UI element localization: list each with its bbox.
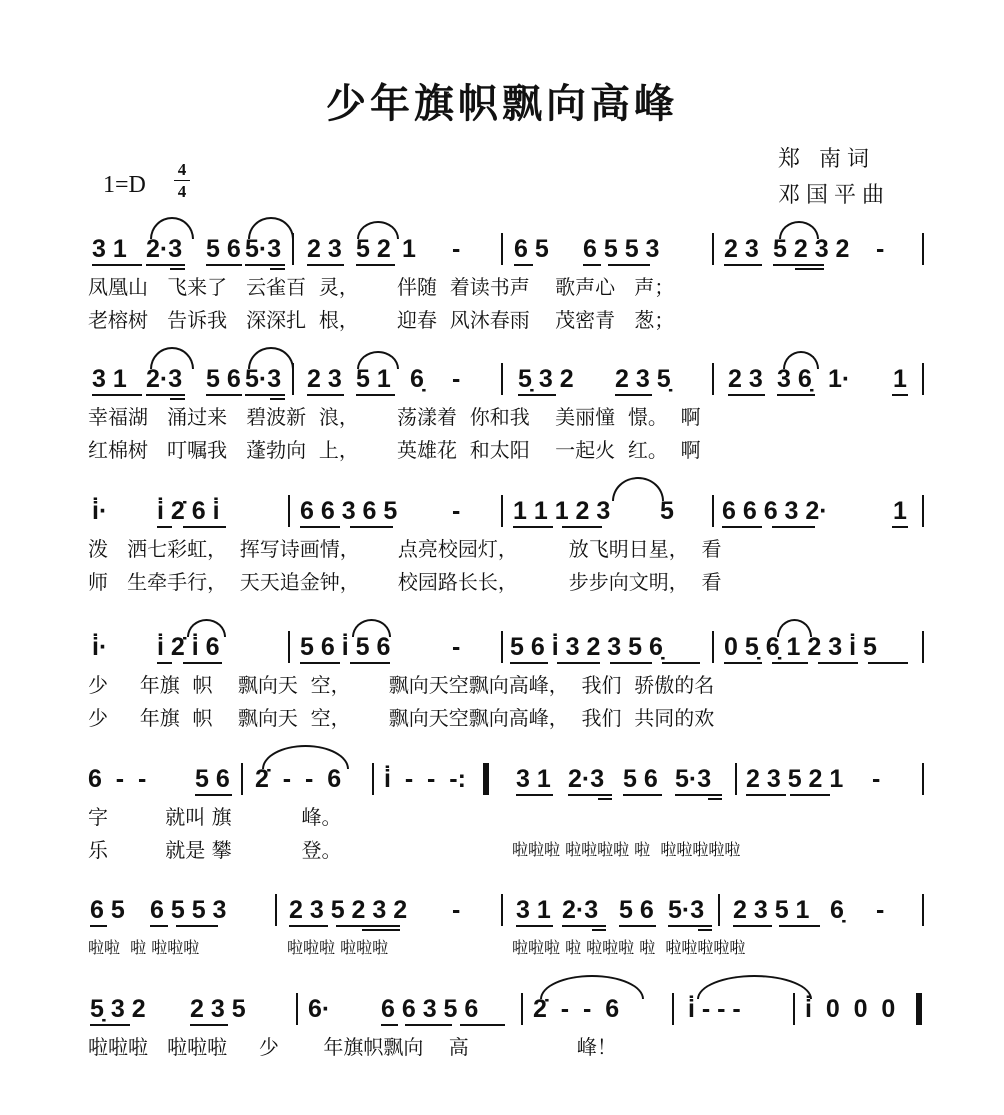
note-group: 6 - -: [88, 765, 147, 793]
beam-underline: [460, 1024, 505, 1026]
barline: [922, 363, 924, 395]
barline: [296, 993, 298, 1025]
note-group: 5 2 3 2: [773, 235, 850, 263]
barline: [241, 763, 243, 795]
lyric-line-2: 师 生牵手行， 天天追金钟， 校园路长长， 步步向文明， 看: [88, 570, 722, 594]
lyric-line-2: 红棉树 叮嘱我 蓬勃向 上， 英雄花 和太阳 一起火 红。 啊: [88, 438, 701, 462]
beam-underline: [698, 929, 712, 931]
note-group: 2·3: [146, 235, 183, 263]
beam-underline: [90, 1024, 130, 1026]
beam-underline: [592, 929, 606, 931]
note-group: 2 3: [307, 235, 342, 263]
slur-tie: [352, 619, 391, 637]
beam-underline: [206, 264, 242, 266]
beam-underline: [195, 794, 232, 796]
note-group: 1 1 1 2 3: [513, 497, 611, 525]
beam-underline: [675, 794, 722, 796]
note-group: 3 6̣: [777, 365, 812, 393]
note-group: 6·: [308, 995, 331, 1023]
barline: [672, 993, 674, 1025]
beam-underline: [206, 394, 242, 396]
beam-underline: [772, 526, 815, 528]
note-group: 3 1: [516, 896, 551, 924]
note-group: i̇ - - -: [688, 995, 741, 1023]
barline: [922, 233, 924, 265]
barline: [501, 363, 503, 395]
lyric-line-1: 字 就叫 旗 峰。: [88, 805, 342, 829]
note-group: 1·: [828, 365, 851, 393]
barline: [922, 495, 924, 527]
note-group: 6 6 3 6 5: [300, 497, 398, 525]
beam-underline: [746, 794, 786, 796]
beam-underline: [892, 394, 908, 396]
time-signature: [174, 160, 190, 201]
beam-underline: [557, 662, 600, 664]
beam-underline: [92, 394, 142, 396]
lyric-line-1: 凤凰山 飞来了 云雀百 灵， 伴随 着读书声 歌声心 声；: [88, 275, 675, 299]
slur-tie: [357, 221, 399, 239]
note-group: 5·3: [675, 765, 712, 793]
note-group: 6 5 5 3: [583, 235, 660, 263]
note-group: 5 6: [619, 896, 654, 924]
note-group: -: [452, 896, 461, 924]
note-group: 6 6 6 3 2·: [722, 497, 828, 525]
beam-underline: [790, 794, 830, 796]
note-group: 5 6: [623, 765, 658, 793]
beam-underline: [245, 394, 285, 396]
barline: [501, 631, 503, 663]
barline: [712, 631, 714, 663]
beam-underline: [176, 925, 218, 927]
barline: [922, 763, 924, 795]
beam-underline: [405, 1024, 452, 1026]
note-group: 2·3: [562, 896, 599, 924]
beam-underline: [668, 925, 712, 927]
beam-underline: [170, 268, 185, 270]
beam-underline: [381, 1024, 398, 1026]
beam-underline: [350, 526, 393, 528]
beam-underline: [516, 794, 553, 796]
note-group: 2̇ - - 6: [255, 765, 342, 793]
composer-credit: 邓国平曲: [778, 183, 891, 208]
note-group: 1: [893, 497, 907, 525]
barline: [712, 495, 714, 527]
note-group: 2̇ - - 6: [533, 995, 620, 1023]
note-group: i̇ 2̇ i̇ 6: [157, 633, 220, 661]
slur-tie: [248, 217, 294, 239]
beam-underline: [892, 526, 908, 528]
note-group: i̇·: [92, 633, 108, 661]
beam-underline: [300, 526, 340, 528]
lala-lyric: 啦啦啦 啦啦啦啦 啦 啦啦啦啦啦: [512, 840, 741, 859]
beam-underline: [568, 794, 612, 796]
beam-underline: [170, 398, 185, 400]
beam-underline: [356, 264, 395, 266]
beam-underline: [662, 662, 700, 664]
note-group: 2·3: [146, 365, 183, 393]
note-group: i̇ 2̇ 6 i̇: [157, 497, 220, 525]
beam-underline: [362, 929, 400, 931]
beam-underline: [150, 925, 168, 927]
note-group: 5 6 i̇ 5 6: [300, 633, 391, 661]
double-barline: [483, 763, 489, 795]
barline: [922, 894, 924, 926]
note-group: 1: [402, 235, 416, 263]
note-group: i̇ - - -:: [384, 765, 466, 793]
note-group: 6̣: [830, 896, 844, 924]
barline: [521, 993, 523, 1025]
key-signature: 1=D: [103, 172, 146, 198]
note-group: 0 5̣ 6̣ 1 2 3 i̇ 5: [724, 633, 877, 661]
note-group: 6 5: [90, 896, 125, 924]
barline: [288, 495, 290, 527]
lyric-line-1: 泼 洒七彩虹， 挥写诗画情， 点亮校园灯， 放飞明日星， 看: [88, 537, 722, 561]
beam-underline: [777, 394, 815, 396]
barline: [288, 631, 290, 663]
lyric-line-2: 少 年旗 帜 飘向天 空， 飘向天空飘向高峰， 我们 共同的欢: [88, 706, 715, 730]
note-group: 2 3 5 2 1: [746, 765, 844, 793]
beam-underline: [245, 264, 285, 266]
note-group: -: [872, 765, 881, 793]
barline: [501, 894, 503, 926]
score-system: [0, 765, 1004, 885]
beam-underline: [708, 798, 722, 800]
beam-underline: [583, 264, 601, 266]
note-group: 3 1: [92, 235, 127, 263]
score-system: [0, 235, 1004, 355]
slur-tie: [150, 217, 194, 239]
beam-underline: [728, 394, 765, 396]
beam-underline: [724, 264, 762, 266]
lyric-line-1: 少 年旗 帜 飘向天 空， 飘向天空飘向高峰， 我们 骄傲的名: [88, 673, 715, 697]
note-group: -: [452, 633, 461, 661]
beam-underline: [307, 264, 344, 266]
lyric-line-2: 老榕树 告诉我 深深扎 根， 迎春 风沐春雨 茂密青 葱；: [88, 308, 675, 332]
beam-underline: [92, 264, 142, 266]
note-group: -: [876, 235, 885, 263]
note-group: 5 6: [206, 235, 241, 263]
beam-underline: [183, 662, 222, 664]
note-group: -: [876, 896, 885, 924]
note-group: -: [452, 235, 461, 263]
time-signature-top: 4: [177, 160, 187, 179]
beam-underline: [270, 268, 285, 270]
lyric-line-1: 啦啦啦 啦啦啦 少 年旗帜飘向 高 峰！: [88, 1035, 617, 1059]
note-group: 5 2: [356, 235, 391, 263]
beam-underline: [183, 526, 226, 528]
lyric-line-1: 幸福湖 涌过来 碧波新 浪， 荡漾着 你和我 美丽憧 憬。 啊: [88, 405, 701, 429]
note-group: 2·3: [568, 765, 605, 793]
beam-underline: [90, 925, 107, 927]
barline: [372, 763, 374, 795]
barline: [922, 631, 924, 663]
beam-underline: [510, 662, 548, 664]
double-barline: [916, 993, 922, 1025]
barline: [712, 233, 714, 265]
beam-underline: [190, 1024, 228, 1026]
note-group: 2 3 5 1: [733, 896, 810, 924]
barline: [501, 495, 503, 527]
beam-underline: [818, 662, 858, 664]
note-group: 2 3 5: [190, 995, 246, 1023]
beam-underline: [608, 264, 650, 266]
score-title: 少年旗帜飘向高峰: [326, 80, 678, 127]
note-group: 5̣ 3 2: [90, 995, 146, 1023]
lala-lyric: 啦啦 啦 啦啦啦: [88, 938, 200, 957]
beam-underline: [562, 526, 602, 528]
note-group: 3 1: [516, 765, 551, 793]
note-group: 1: [893, 365, 907, 393]
note-group: 5 1: [356, 365, 391, 393]
beam-underline: [779, 925, 820, 927]
note-group: 5: [660, 497, 674, 525]
beam-underline: [289, 925, 328, 927]
note-group: 6 6 3 5 6: [381, 995, 479, 1023]
barline: [501, 233, 503, 265]
beam-underline: [356, 394, 395, 396]
note-group: -: [452, 365, 461, 393]
note-group: i̇·: [92, 497, 108, 525]
note-group: 6 5 5 3: [150, 896, 227, 924]
beam-underline: [270, 398, 285, 400]
note-group: 2 3 5̣: [615, 365, 671, 393]
barline: [712, 363, 714, 395]
beam-underline: [772, 662, 808, 664]
beam-underline: [514, 264, 533, 266]
note-group: 2 3 5 2 3 2: [289, 896, 408, 924]
lyric-line-2: 乐 就是 攀 登。: [88, 838, 342, 862]
note-group: 5 6 i̇ 3 2 3 5 6̣: [510, 633, 663, 661]
beam-underline: [773, 264, 824, 266]
beam-underline: [157, 526, 172, 528]
beam-underline: [518, 394, 556, 396]
beam-underline: [610, 662, 652, 664]
note-group: 5·3: [245, 365, 282, 393]
note-group: 3 1: [92, 365, 127, 393]
beam-underline: [336, 925, 400, 927]
time-signature-bottom: 4: [177, 182, 187, 201]
beam-underline: [516, 925, 553, 927]
beam-underline: [795, 268, 824, 270]
beam-underline: [868, 662, 908, 664]
barline: [718, 894, 720, 926]
lala-lyric: 啦啦啦 啦啦啦: [287, 938, 389, 957]
note-group: -: [452, 497, 461, 525]
beam-underline: [513, 526, 553, 528]
note-group: 5̣ 3 2: [518, 365, 574, 393]
beam-underline: [300, 662, 340, 664]
beam-underline: [157, 662, 172, 664]
note-group: 6 5: [514, 235, 549, 263]
beam-underline: [615, 394, 652, 396]
barline: [735, 763, 737, 795]
note-group: 2 3: [724, 235, 759, 263]
note-group: 5 6: [195, 765, 230, 793]
score-system: [0, 633, 1004, 753]
beam-underline: [146, 264, 185, 266]
score-system: [0, 995, 1004, 1115]
beam-underline: [350, 662, 390, 664]
beam-underline: [623, 794, 662, 796]
score-system: [0, 365, 1004, 485]
note-group: 2 3: [307, 365, 342, 393]
beam-underline: [598, 798, 612, 800]
note-group: 2 3: [728, 365, 763, 393]
beam-underline: [307, 394, 344, 396]
note-group: 5 6: [206, 365, 241, 393]
note-group: 5·3: [668, 896, 705, 924]
slur-tie: [777, 619, 812, 637]
note-group: 5·3: [245, 235, 282, 263]
beam-underline: [146, 394, 185, 396]
beam-underline: [722, 526, 762, 528]
lyricist-credit: 郑 南词: [778, 147, 875, 172]
slur-tie: [187, 619, 226, 637]
time-signature-divider: [174, 180, 190, 181]
beam-underline: [619, 925, 656, 927]
beam-underline: [733, 925, 772, 927]
barline: [275, 894, 277, 926]
beam-underline: [724, 662, 762, 664]
score-system: [0, 497, 1004, 617]
note-group: i̇ 0 0 0: [805, 995, 896, 1023]
beam-underline: [562, 925, 606, 927]
lala-lyric: 啦啦啦 啦 啦啦啦 啦 啦啦啦啦啦: [512, 938, 746, 957]
note-group: 6̣: [410, 365, 424, 393]
slur-tie: [779, 221, 819, 239]
